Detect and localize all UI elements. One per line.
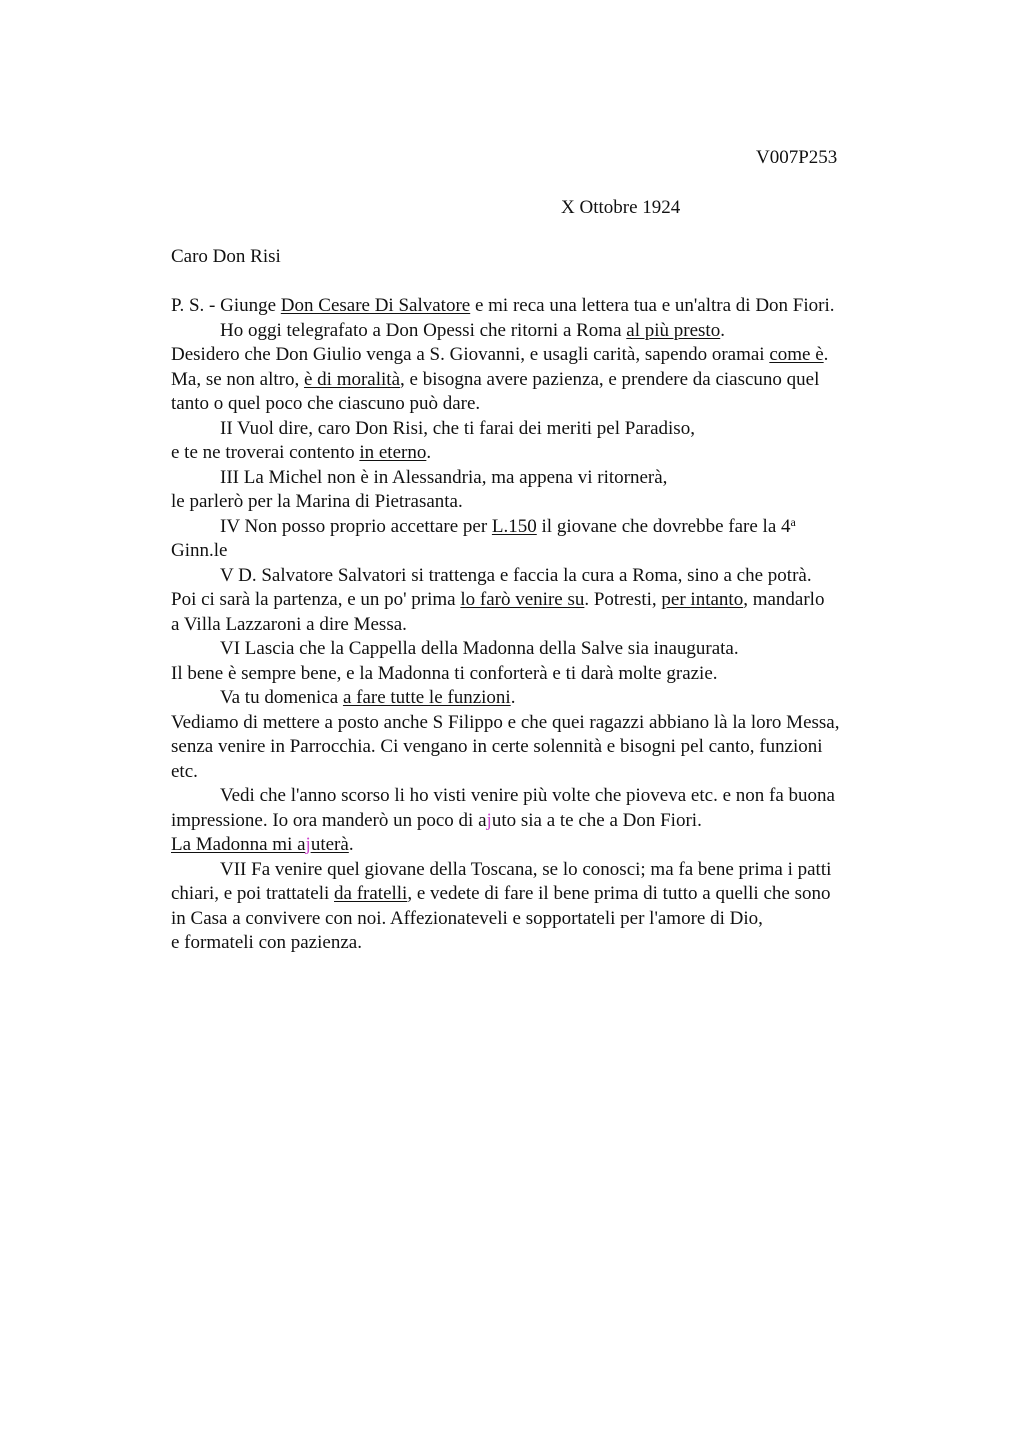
text-line: Il bene è sempre bene, e la Madonna ti conforterà e ti darà molte grazie. xyxy=(171,662,718,684)
text-line: Va tu domenica a fare tutte le funzioni. xyxy=(220,687,516,708)
text-line: Desidero che Don Giulio venga a S. Giovanni, e usagli carità, sapendo oramai come è. xyxy=(171,344,829,365)
document-reference: V007P253 xyxy=(756,147,838,168)
underlined-text: lo farò venire su xyxy=(460,589,585,610)
text-line: chiari, e poi trattateli da fratelli, e vedete di fare il bene prima di tutto a quelli che sono xyxy=(171,883,831,904)
underlined-text: La Madonna mi ajuterà xyxy=(171,834,349,855)
text-line: a Villa Lazzaroni a dire Messa. xyxy=(171,613,407,635)
underlined-text: al più presto xyxy=(626,319,721,341)
underlined-text: in eterno xyxy=(359,442,427,463)
text-line: Ho oggi telegrafato a Don Opessi che ritorni a Roma al più presto. xyxy=(220,319,725,341)
text-line: le parlerò per la Marina di Pietrasanta. xyxy=(171,491,463,512)
superscript: a xyxy=(790,514,796,529)
highlighted-letter: j xyxy=(305,834,311,855)
text-line: VII Fa venire quel giovane della Toscana, se lo conosci; ma fa bene prima i patti xyxy=(220,858,832,880)
underlined-text: Don Cesare Di Salvatore xyxy=(280,295,471,316)
text-line: Vediamo di mettere a posto anche S Filippo e che quei ragazzi abbiano là la loro Messa, xyxy=(171,711,840,733)
text-line: e formateli con pazienza. xyxy=(171,932,362,953)
underlined-text: è di moralità xyxy=(303,368,401,390)
text-line: impressione. Io ora manderò un poco di ajuto sia a te che a Don Fiori. xyxy=(171,809,702,831)
text-line: II Vuol dire, caro Don Risi, che ti farai dei meriti pel Paradiso, xyxy=(220,417,695,439)
salutation: Caro Don Risi xyxy=(171,246,281,267)
text-line: etc. xyxy=(171,760,198,782)
text-line: Ginn.le xyxy=(171,540,228,561)
text-line: e te ne troverai contento in eterno. xyxy=(171,442,432,463)
highlighted-letter: j xyxy=(486,809,492,831)
text-line: in Casa a convivere con noi. Affezionateveli e sopportateli per l'amore di Dio, xyxy=(171,907,763,929)
text-line: VI Lascia che la Cappella della Madonna della Salve sia inaugurata. xyxy=(220,638,739,659)
underlined-text: a fare tutte le funzioni xyxy=(342,687,511,708)
text-line: Vedi che l'anno scorso li ho visti venire più volte che pioveva etc. e non fa buona xyxy=(220,785,835,806)
underlined-text: L.150 xyxy=(491,515,537,537)
underlined-text: da fratelli xyxy=(334,883,408,904)
letter-date: X Ottobre 1924 xyxy=(561,197,681,218)
text-line: tanto o quel poco che ciascuno può dare. xyxy=(171,393,481,414)
text-line: senza venire in Parrocchia. Ci vengano in certe solennità e bisogni pel canto, funzioni xyxy=(171,736,823,757)
text-line: La Madonna mi ajuterà. xyxy=(171,834,354,855)
text-line: Ma, se non altro, è di moralità, e bisogna avere pazienza, e prendere da ciascuno quel xyxy=(171,368,820,390)
underlined-text: come è xyxy=(769,344,824,365)
text-line: III La Michel non è in Alessandria, ma appena vi ritornerà, xyxy=(220,466,668,488)
text-line: IV Non posso proprio accettare per L.150 il giovane che dovrebbe fare la 4$^a$ xyxy=(220,514,796,537)
text-line: Poi ci sarà la partenza, e un po' prima lo farò venire su. Potresti, per intanto, mandarlo xyxy=(171,589,825,610)
text-line: V D. Salvatore Salvatori si trattenga e faccia la cura a Roma, sino a che potrà. xyxy=(220,564,812,586)
letter-body xyxy=(171,294,911,956)
text-line: P. S. - Giunge Don Cesare Di Salvatore e mi reca una lettera tua e un'altra di Don Fiori. xyxy=(171,295,835,316)
underlined-text: per intanto xyxy=(661,589,744,610)
